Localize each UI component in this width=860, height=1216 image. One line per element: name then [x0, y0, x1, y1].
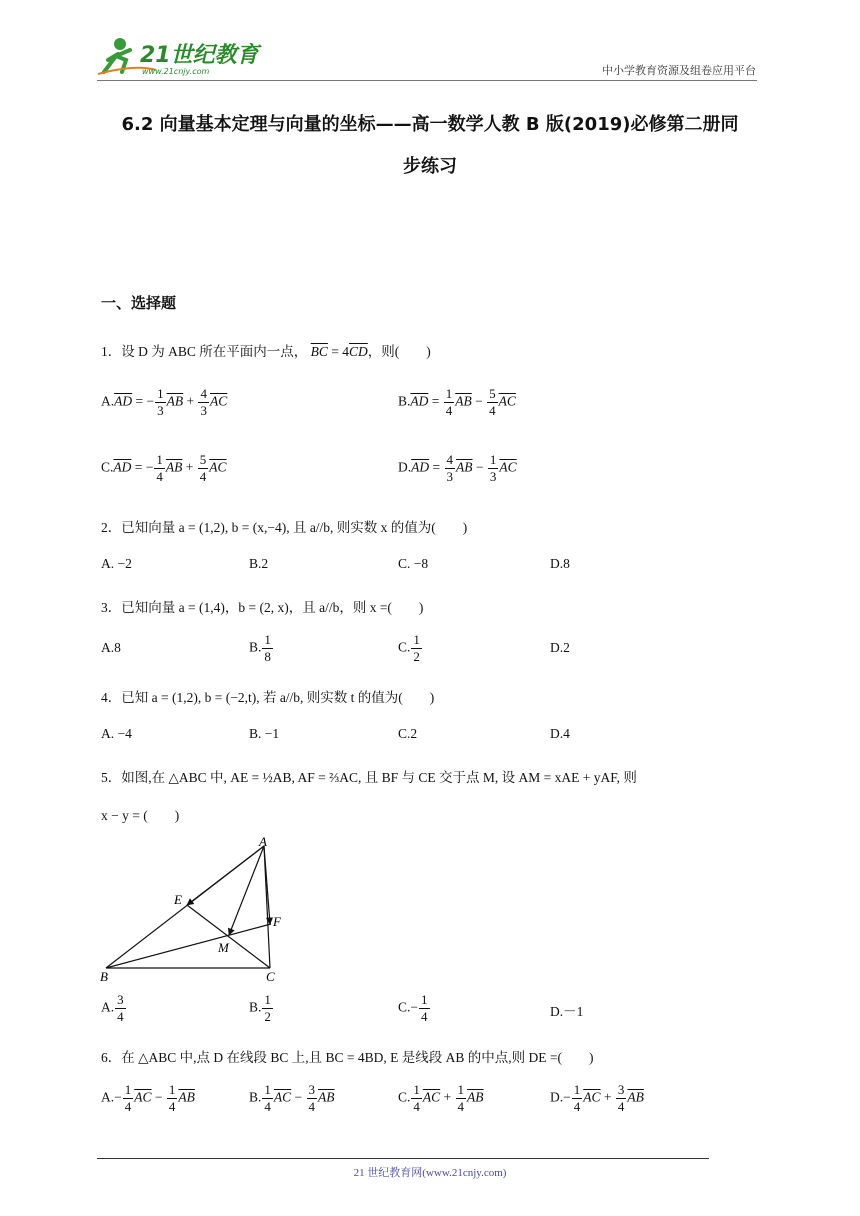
q2-option-d[interactable]: D.8	[550, 556, 570, 571]
q3-option-c[interactable]: C. $\frac{1}{2}$	[398, 632, 420, 664]
q5-option-b[interactable]: B. $\frac{1}{2}$	[249, 992, 271, 1024]
q3-option-b[interactable]: B. $\frac{1}{8}$	[249, 632, 271, 664]
q4-option-a[interactable]: A. −4	[101, 726, 132, 741]
question-6-stem: 6．在 △ABC 中,点 D 在线段 BC 上,且 BC = 4BD, E 是线段 AB 的中点,则 DE =( )	[101, 1050, 594, 1065]
label-b: B	[100, 969, 108, 984]
label-c: C	[266, 969, 275, 984]
q2-option-c[interactable]: C. −8	[398, 556, 429, 571]
header-divider	[97, 80, 757, 81]
label-e: E	[174, 892, 182, 907]
question-3-stem: 3．已知向量 a = (1,4)，b = (2, x)，且 a//b，则 x =( )	[101, 600, 424, 615]
page-title-line1: 6.2 向量基本定理与向量的坐标——高一数学人教 B 版(2019)必修第二册同	[121, 114, 739, 135]
q6-option-d[interactable]: D.− $\frac{1}{4}$ $\overline{AC}$ + $\frac{3}{4}$ $\overline{AB}$	[550, 1082, 644, 1114]
q6-option-b[interactable]: B. $\frac{1}{4}$ $\overline{AC}$ − $\frac{3}{4}$ $\overline{AB}$	[249, 1082, 335, 1114]
label-m: M	[218, 940, 229, 955]
logo	[96, 34, 266, 83]
triangle-figure	[96, 834, 296, 986]
q4-option-c[interactable]: C.2	[398, 726, 418, 741]
question-2-stem: 2．已知向量 a = (1,2), b = (x,−4), 且 a//b, 则实数 x 的值为( )	[101, 520, 468, 535]
footer-text: 21 世纪教育网(www.21cnjy.com)	[353, 1167, 507, 1179]
q3-option-a[interactable]: A.8	[101, 640, 121, 655]
q2-option-a[interactable]: A. −2	[101, 556, 132, 571]
q2-option-b[interactable]: B.2	[249, 556, 269, 571]
section-heading: 一、选择题	[101, 294, 177, 312]
label-a: A	[259, 834, 267, 849]
q1-option-a[interactable]: $A.\overline{AD}$ = − $\frac{1}{3}$ $\overline{AB}$ + $\frac{4}{3}$ $\overline{AC}$	[101, 386, 228, 418]
logo-graphic	[96, 34, 266, 78]
q6-option-c[interactable]: C. $\frac{1}{4}$ $\overline{AC}$ + $\frac{1}{4}$ $\overline{AB}$	[398, 1082, 484, 1114]
page-title-line2: 步练习	[403, 156, 457, 177]
question-5-stem-2: x − y = ( )	[101, 808, 180, 823]
q5-option-d[interactable]: D.－1	[550, 1004, 584, 1019]
q1-option-d[interactable]: $D.\overline{AD}$ = $\frac{4}{3}$ $\overline{AB}$ − $\frac{1}{3}$ $\overline{AC}$	[398, 452, 517, 484]
q1-option-c[interactable]: $C.\overline{AD}$ = − $\frac{1}{4}$ $\overline{AB}$ + $\frac{5}{4}$ $\overline{AC}$	[101, 452, 227, 484]
q5-option-c[interactable]: C.− $\frac{1}{4}$	[398, 992, 428, 1024]
logo-text: 21世纪教育	[140, 43, 259, 68]
q6-option-a[interactable]: A.− $\frac{1}{4}$ $\overline{AC}$ − $\frac{1}{4}$ $\overline{AB}$	[101, 1082, 195, 1114]
question-5-stem: 5．如图,在 △ABC 中, AE = ½AB, AF = ⅔AC, 且 BF 与 CE 交于点 M, 设 AM = xAE + yAF, 则	[101, 770, 637, 785]
q3-option-d[interactable]: D.2	[550, 640, 570, 655]
question-1-stem: 1．设 D 为 ABC 所在平面内一点， $\overline{BC} = 4\overline{CD}$，则( )	[101, 344, 431, 359]
header-tagline: 中小学教育资源及组卷应用平台	[602, 64, 756, 77]
logo-url: www.21cnjy.com	[142, 67, 210, 76]
q1-option-b[interactable]: $B.\overline{AD}$ = $\frac{1}{4}$ $\overline{AB}$ − $\frac{5}{4}$ $\overline{AC}$	[398, 386, 516, 418]
q4-option-b[interactable]: B. −1	[249, 726, 280, 741]
q4-option-d[interactable]: D.4	[550, 726, 570, 741]
question-1-text: 1．设 D 为 ABC 所在平面内一点，	[101, 344, 308, 359]
question-4-stem: 4．已知 a = (1,2), b = (−2,t), 若 a//b, 则实数 t 的值为( )	[101, 690, 435, 705]
label-f: F	[273, 914, 281, 929]
q5-option-a[interactable]: A. $\frac{3}{4}$	[101, 992, 124, 1024]
footer-divider	[97, 1158, 709, 1159]
